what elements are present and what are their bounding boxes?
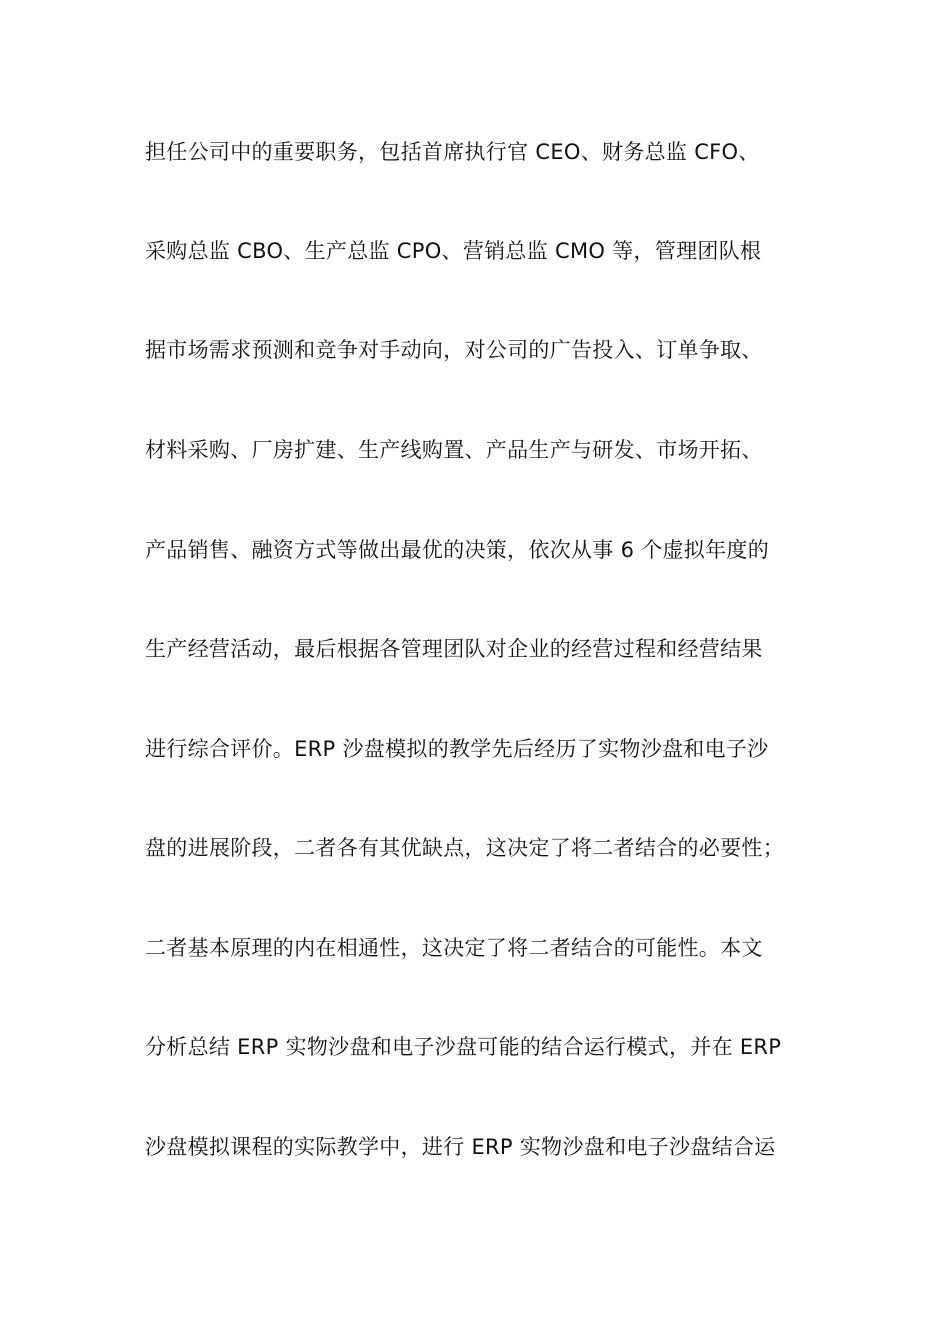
text-line: 产品销售、融资方式等做出最优的决策，依次从事 6 个虚拟年度的	[145, 538, 770, 562]
text-line: 担任公司中的重要职务，包括首席执行官 CEO、财务总监 CFO、	[145, 140, 760, 164]
text-line: 材料采购、厂房扩建、生产线购置、产品生产与研发、市场开拓、	[145, 438, 763, 462]
text-line: 采购总监 CBO、生产总监 CPO、营销总监 CMO 等，管理团队根	[145, 239, 762, 263]
text-line: 分析总结 ERP 实物沙盘和电子沙盘可能的结合运行模式，并在 ERP	[145, 1035, 782, 1059]
text-line: 生产经营活动，最后根据各管理团队对企业的经营过程和经营结果	[145, 637, 763, 661]
text-line: 二者基本原理的内在相通性，这决定了将二者结合的可能性。本文	[145, 936, 763, 960]
text-line: 沙盘模拟课程的实际教学中，进行 ERP 实物沙盘和电子沙盘结合运	[145, 1135, 776, 1159]
text-line: 据市场需求预测和竞争对手动向，对公司的广告投入、订单争取、	[145, 338, 763, 362]
text-line: 盘的进展阶段，二者各有其优缺点，这决定了将二者结合的必要性；	[145, 836, 784, 860]
text-line: 进行综合评价。ERP 沙盘模拟的教学先后经历了实物沙盘和电子沙	[145, 737, 769, 761]
